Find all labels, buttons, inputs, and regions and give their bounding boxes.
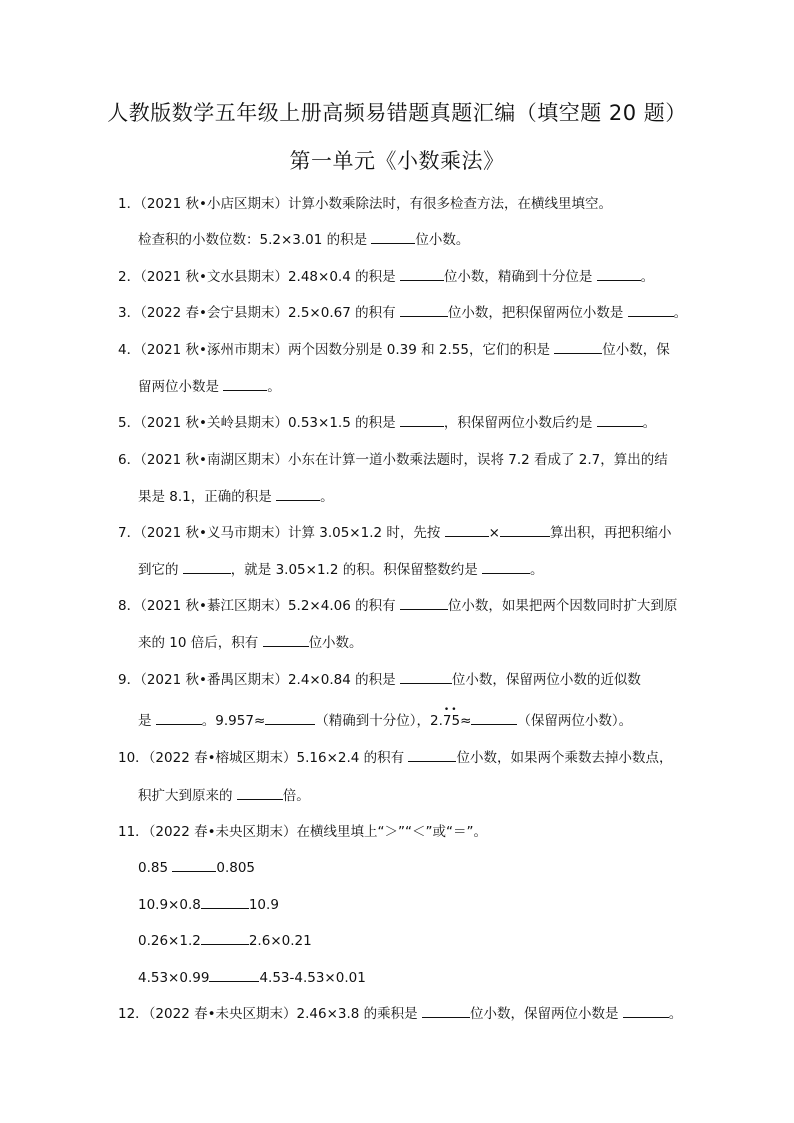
answer-blank[interactable] bbox=[201, 895, 249, 909]
question-2-part: 。 bbox=[640, 269, 655, 285]
question-2-part: 位小数，精确到十分位是 bbox=[443, 269, 597, 285]
question-9-part: 9．（2021 秋•番禺区期末）2.4×0.84 的积是 bbox=[118, 672, 400, 688]
answer-blank[interactable] bbox=[408, 748, 456, 762]
question-8-part: 位小数，如果把两个因数同时扩大到原 bbox=[447, 598, 678, 614]
question-4-part: 4．（2021 秋•涿州市期末）两个因数分别是 0.39 和 2.55，它们的积是 bbox=[118, 342, 555, 358]
question-12-part: 。 bbox=[668, 1006, 683, 1022]
question-10-line-2 bbox=[138, 786, 310, 806]
question-9-line-2 bbox=[138, 705, 633, 731]
comparison-item bbox=[138, 895, 279, 915]
question-7-part: 到它的 bbox=[138, 562, 183, 578]
comparison-left: 0.26×1.2 bbox=[138, 933, 201, 949]
comparison-left: 10.9×0.8 bbox=[138, 897, 201, 913]
question-4-line-2 bbox=[138, 377, 281, 397]
answer-blank[interactable] bbox=[471, 711, 517, 725]
answer-blank[interactable] bbox=[276, 487, 320, 501]
question-6-part: 。 bbox=[320, 489, 334, 505]
answer-blank[interactable] bbox=[623, 1004, 669, 1018]
question-9-part: ≈ bbox=[460, 713, 472, 729]
comparison-right: 2.6×0.21 bbox=[248, 933, 312, 949]
question-8-part: 8．（2021 秋•綦江区期末）5.2×4.06 的积有 bbox=[118, 598, 400, 614]
repeating-decimal bbox=[442, 705, 461, 731]
question-9-part: 是 bbox=[138, 713, 156, 729]
comparison-left: 0.85 bbox=[138, 860, 173, 876]
answer-blank[interactable] bbox=[554, 340, 602, 354]
answer-blank[interactable] bbox=[400, 303, 448, 317]
question-7-part: × bbox=[488, 525, 500, 541]
question-10-part: 10．（2022 春•榕城区期末）5.16×2.4 的积有 bbox=[118, 750, 409, 766]
comparison-right: 10.9 bbox=[248, 897, 279, 913]
question-7-line-2 bbox=[138, 560, 544, 580]
question-5-part: ，积保留两位小数后约是 bbox=[443, 415, 597, 431]
question-12-part: 12．（2022 春•未央区期末）2.46×3.8 的乘积是 bbox=[118, 1006, 422, 1022]
answer-blank[interactable] bbox=[265, 711, 315, 725]
question-10 bbox=[118, 748, 672, 768]
question-5-part: 。 bbox=[642, 415, 657, 431]
question-2-part: 2．（2021 秋•文水县期末）2.48×0.4 的积是 bbox=[118, 269, 400, 285]
question-7-part: 7．（2021 秋•义马市期末）计算 3.05×1.2 时，先按 bbox=[118, 525, 445, 541]
question-9-part: （精确到十分位），2. bbox=[315, 713, 443, 729]
question-4 bbox=[118, 340, 670, 360]
question-2 bbox=[118, 267, 654, 287]
question-1-text: 1．（2021 秋•小店区期末）计算小数乘除法时，有很多检查方法，在横线里填空。 bbox=[118, 196, 612, 212]
answer-blank[interactable] bbox=[223, 377, 267, 391]
question-7-part: ，就是 3.05×1.2 的积。积保留整数约是 bbox=[230, 562, 483, 578]
document-title: 人教版数学五年级上册高频易错题真题汇编（填空题 20 题） bbox=[107, 101, 687, 125]
comparison-right: 4.53-4.53×0.01 bbox=[259, 970, 366, 986]
question-8-line-2 bbox=[138, 633, 363, 653]
answer-blank[interactable] bbox=[209, 968, 259, 982]
answer-blank[interactable] bbox=[597, 413, 643, 427]
comparison-left: 4.53×0.99 bbox=[138, 970, 210, 986]
question-3-part: 3．（2022 春•会宁县期末）2.5×0.67 的积有 bbox=[118, 305, 400, 321]
question-11-text: 11．（2022 春•未央区期末）在横线里填上“＞”“＜”或“＝”。 bbox=[118, 824, 488, 840]
question-6-part: 果是 8.1，正确的积是 bbox=[138, 489, 277, 505]
answer-blank[interactable] bbox=[263, 633, 309, 647]
answer-blank[interactable] bbox=[400, 267, 444, 281]
question-9 bbox=[118, 670, 641, 690]
question-6-text: 6．（2021 秋•南湖区期末）小东在计算一道小数乘法题时，误将 7.2 看成了 2.7，算出的结 bbox=[118, 452, 668, 468]
answer-blank[interactable] bbox=[400, 596, 448, 610]
question-1-line-2 bbox=[138, 230, 469, 250]
answer-blank[interactable] bbox=[400, 413, 444, 427]
answer-blank[interactable] bbox=[500, 523, 550, 537]
question-7-part: 。 bbox=[530, 562, 544, 578]
answer-blank[interactable] bbox=[422, 1004, 470, 1018]
question-12-part: 位小数，保留两位小数是 bbox=[469, 1006, 623, 1022]
answer-blank[interactable] bbox=[183, 560, 231, 574]
comparison-item bbox=[138, 968, 366, 988]
question-12 bbox=[118, 1004, 682, 1024]
answer-blank[interactable] bbox=[201, 931, 249, 945]
comparison-item bbox=[138, 931, 312, 951]
question-4-part: 。 bbox=[267, 379, 281, 395]
question-7 bbox=[118, 523, 671, 543]
question-4-part: 留两位小数是 bbox=[138, 379, 224, 395]
question-4-part: 位小数，保 bbox=[602, 342, 670, 358]
question-9-part: 。9.957≈ bbox=[201, 713, 266, 729]
unit-title: 第一单元《小数乘法》 bbox=[289, 149, 505, 173]
question-1-part: 位小数。 bbox=[415, 232, 470, 248]
answer-blank[interactable] bbox=[482, 560, 530, 574]
comparison-item bbox=[138, 858, 255, 878]
answer-blank[interactable] bbox=[628, 303, 674, 317]
answer-blank[interactable] bbox=[445, 523, 489, 537]
question-5-part: 5．（2021 秋•关岭县期末）0.53×1.5 的积是 bbox=[118, 415, 400, 431]
question-8 bbox=[118, 596, 677, 616]
question-3-part: 。 bbox=[673, 305, 688, 321]
comparison-right: 0.805 bbox=[216, 860, 256, 876]
answer-blank[interactable] bbox=[371, 230, 415, 244]
question-3 bbox=[118, 303, 687, 323]
question-7-part: 算出积，再把积缩小 bbox=[549, 525, 672, 541]
question-10-part: 位小数，如果两个乘数去掉小数点， bbox=[456, 750, 673, 766]
question-3-part: 位小数，把积保留两位小数是 bbox=[447, 305, 628, 321]
question-10-part: 倍。 bbox=[282, 788, 310, 804]
question-1-part: 检查积的小数位数：5.2×3.01 的积是 bbox=[138, 232, 372, 248]
repeating-dots: •• bbox=[443, 705, 459, 715]
question-8-part: 来的 10 倍后，积有 bbox=[138, 635, 263, 651]
answer-blank[interactable] bbox=[597, 267, 641, 281]
repeating-digits: 75 bbox=[442, 713, 461, 729]
question-9-part: 位小数，保留两位小数的近似数 bbox=[451, 672, 641, 688]
answer-blank[interactable] bbox=[156, 711, 202, 725]
answer-blank[interactable] bbox=[172, 858, 216, 872]
answer-blank[interactable] bbox=[400, 670, 452, 684]
question-8-part: 位小数。 bbox=[308, 635, 363, 651]
question-10-part: 积扩大到原来的 bbox=[138, 788, 237, 804]
answer-blank[interactable] bbox=[237, 786, 283, 800]
question-5 bbox=[118, 413, 656, 433]
question-9-part: （保留两位小数）。 bbox=[517, 713, 633, 729]
question-6-line-2 bbox=[138, 487, 334, 507]
